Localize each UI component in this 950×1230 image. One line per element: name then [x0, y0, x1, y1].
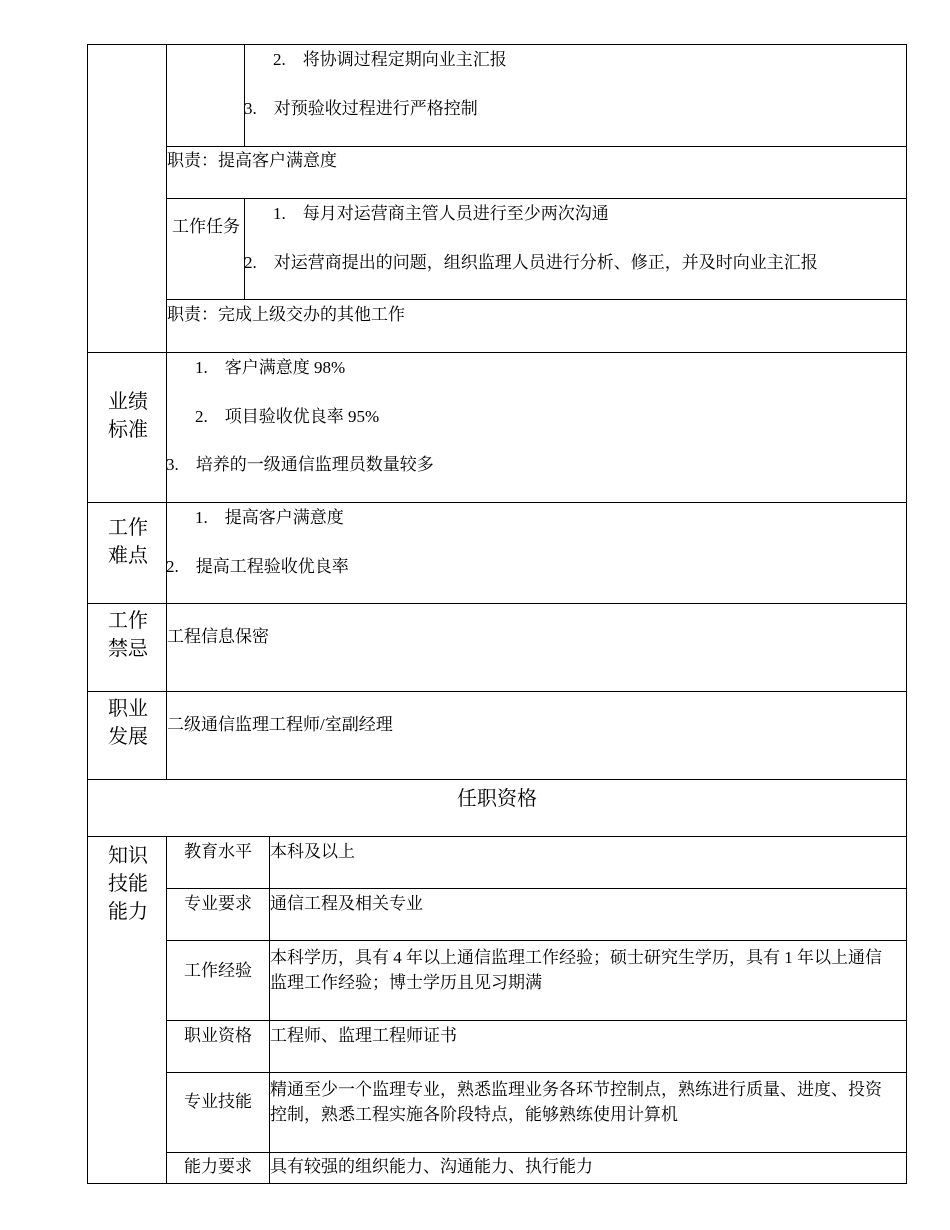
difficulties-label: 工作难点: [108, 517, 148, 567]
qual-value: 工程师、监理工程师证书: [270, 1026, 457, 1045]
qual-label: 职业资格: [184, 1026, 252, 1045]
qual-label: 工作经验: [184, 961, 252, 980]
qual-label: 专业技能: [184, 1092, 252, 1111]
qual-label: 专业要求: [184, 894, 252, 913]
career-label: 职业发展: [108, 698, 148, 748]
task-item: 1. 每月对运营商主管人员进行至少两次沟通: [273, 204, 609, 223]
performance-label: 业绩标准: [108, 391, 148, 441]
qual-value-cell: [269, 836, 907, 889]
qual-value: 通信工程及相关专业: [270, 894, 423, 913]
taboos-content-cell: [166, 603, 907, 692]
qualification-group-label: 知识技能能力: [108, 845, 148, 923]
job-description-table: [87, 44, 907, 1184]
task-item: 2. 对运营商提出的问题，组织监理人员进行分析、修正，并及时向业主汇报: [244, 253, 818, 272]
qual-label: 教育水平: [184, 842, 252, 861]
task-item: 3. 对预验收过程进行严格控制: [244, 99, 478, 118]
duty-title: 职责：提高客户满意度: [167, 151, 337, 170]
career-text: 二级通信监理工程师/室副经理: [167, 715, 393, 734]
difficulty-item: 1. 提高客户满意度: [195, 508, 344, 527]
duty-title: 职责：完成上级交办的其他工作: [167, 305, 405, 324]
qual-value: 本科学历，具有 4 年以上通信监理工作经验；硕士研究生学历，具有 1 年以上通信监理工作经验；博士学历且见习期满: [270, 948, 882, 992]
performance-item: 3. 培养的一级通信监理员数量较多: [166, 455, 434, 474]
task-label-cell-1: [166, 44, 245, 147]
performance-item: 1. 客户满意度 98%: [195, 358, 346, 377]
qual-value: 具有较强的组织能力、沟通能力、执行能力: [270, 1157, 593, 1176]
performance-item: 2. 项目验收优良率 95%: [195, 407, 380, 426]
task-item: 2. 将协调过程定期向业主汇报: [273, 50, 507, 69]
task-label: 工作任务: [172, 217, 240, 236]
qual-value: 精通至少一个监理专业，熟悉监理业务各环节控制点，熟练进行质量、进度、投资控制，熟悉工程实施各阶段特点，能够熟练使用计算机: [270, 1080, 882, 1124]
qual-value: 本科及以上: [270, 842, 355, 861]
qual-label: 能力要求: [184, 1157, 252, 1176]
duties-left-blank-cell: [87, 44, 167, 353]
qualification-title: 任职资格: [457, 788, 537, 810]
difficulty-item: 2. 提高工程验收优良率: [166, 557, 349, 576]
taboos-text: 工程信息保密: [167, 627, 269, 646]
taboos-label: 工作禁忌: [108, 610, 148, 660]
